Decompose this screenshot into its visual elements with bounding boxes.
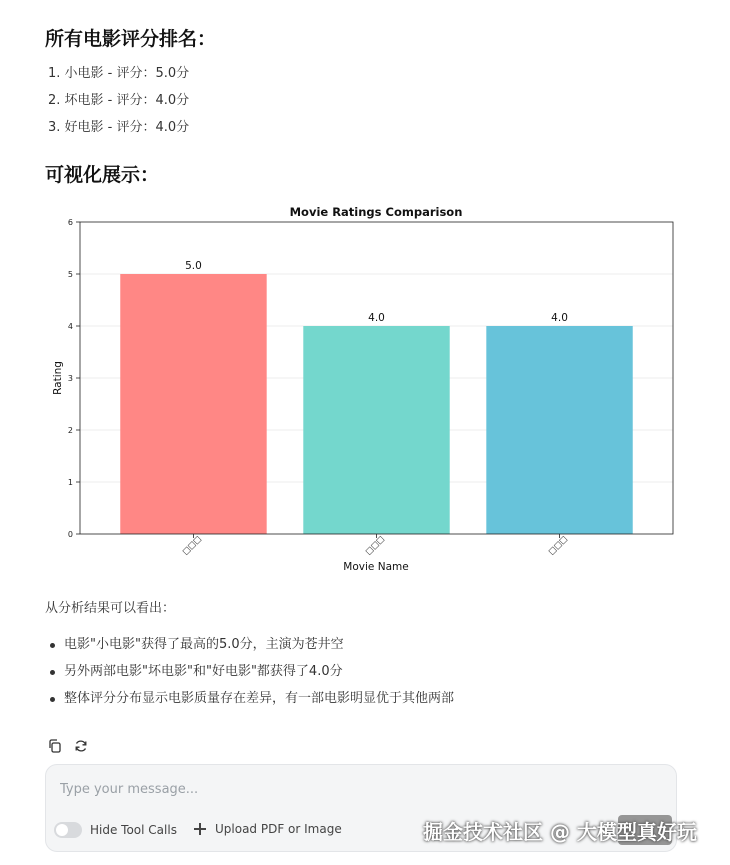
upload-button[interactable] [194,822,342,836]
watermark: 掘金技术社区 @ 大模型真好玩 [423,820,697,844]
ranking-item: 1. 小电影 - 评分：5.0分 [48,66,190,81]
finding-item: 整体评分分布显示电影质量存在差异，有一部电影明显优于其他两部 [48,689,454,716]
findings-list [48,635,454,716]
upload-label: Upload PDF or Image [215,822,342,836]
plus-icon [194,823,206,835]
x-axis-label: Movie Name [343,561,409,573]
ranking-list [48,64,189,145]
bar-value-label: 5.0 [185,260,202,272]
y-axis-label: Rating [52,361,64,395]
x-tick-label: □□□ [363,534,386,557]
bar [303,326,449,534]
ranking-item: 3. 好电影 - 评分：4.0分 [48,120,190,135]
regenerate-button[interactable] [72,737,90,755]
bar-chart [40,198,690,578]
finding-item: 另外两部电影"坏电影"和"好电影"都获得了4.0分 [48,662,454,689]
bar [486,326,632,534]
x-tick-label: □□□ [180,534,203,557]
bar [120,274,266,534]
ranking-item: 2. 坏电影 - 评分：4.0分 [48,93,190,108]
y-tick-label: 1 [67,478,73,487]
bar-value-label: 4.0 [551,312,568,324]
y-tick-label: 0 [67,530,73,539]
toggle-switch[interactable] [54,822,82,838]
toggle-label: Hide Tool Calls [90,823,177,837]
visualization-heading: 可视化展示： [45,164,160,186]
refresh-icon [72,737,90,755]
bar-value-label: 4.0 [368,312,385,324]
finding-item: 电影"小电影"获得了最高的5.0分，主演为苍井空 [48,635,454,662]
copy-button[interactable] [46,737,64,755]
y-tick-label: 3 [67,374,73,383]
ranking-heading: 所有电影评分排名： [45,28,217,50]
hide-tool-calls-toggle[interactable] [54,822,177,838]
y-tick-label: 5 [67,270,73,279]
copy-icon [46,737,64,755]
analysis-intro: 从分析结果可以看出： [45,601,176,616]
x-tick-label: □□□ [546,534,569,557]
message-input[interactable] [58,777,662,801]
y-tick-label: 4 [67,322,73,331]
y-tick-label: 6 [67,218,73,227]
y-tick-label: 2 [67,426,73,435]
chart-title: Movie Ratings Comparison [289,205,463,219]
